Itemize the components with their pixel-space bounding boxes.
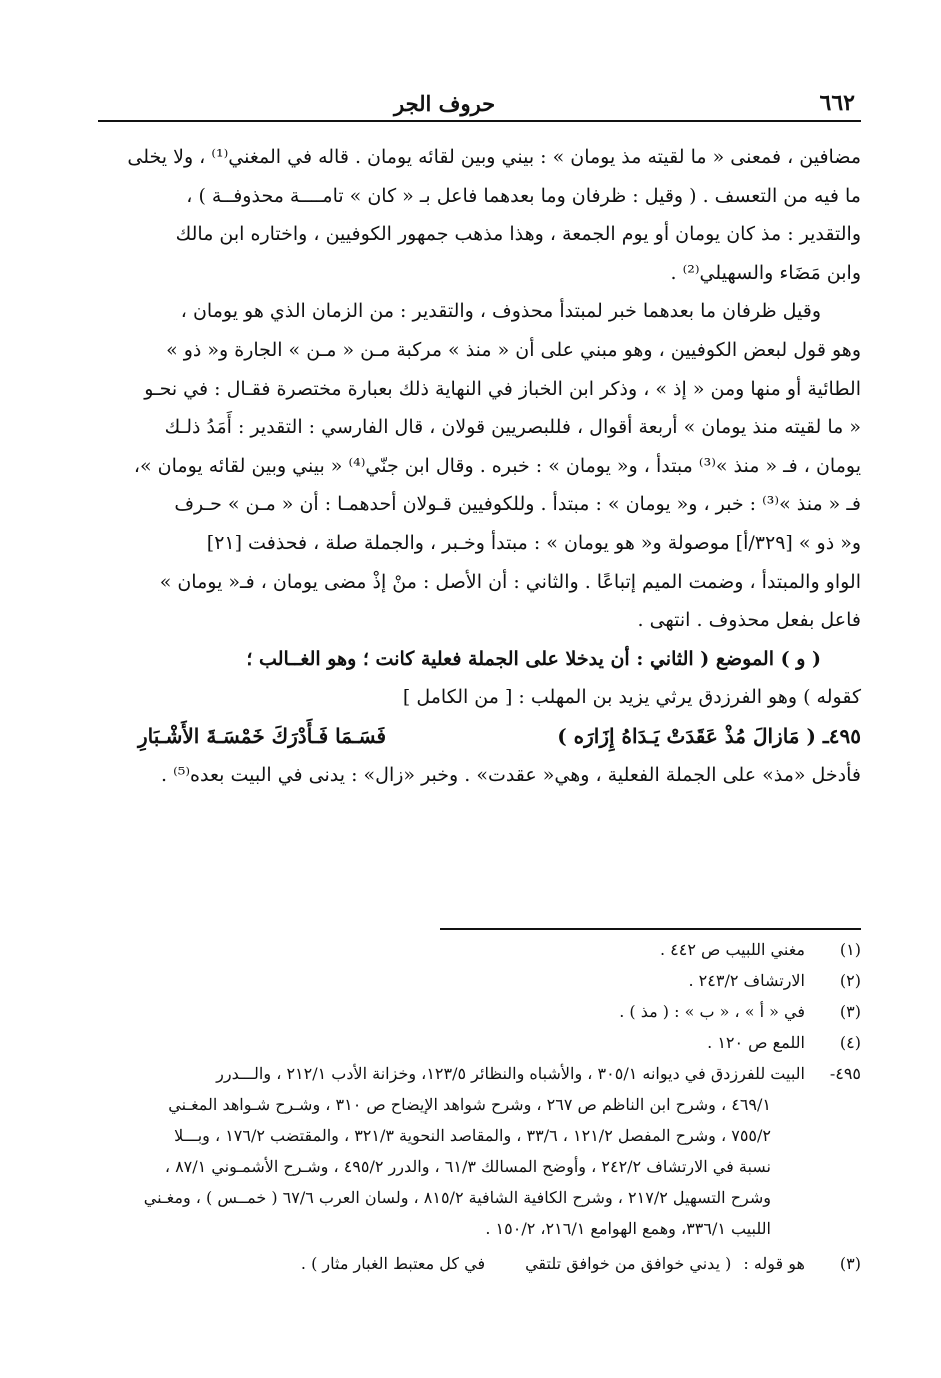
source-note-line: وشرح التسهيل ٢١٧/٢ ، وشرح الكافية الشافية ٨١٥/٢ ، ولسان العرب ٦٧/٦ ( خمــس ) ، ومغـني [143,1188,771,1207]
text-line: الطائية أو منها ومن « إذ » ، وذكر ابن الخباز في النهاية ذلك بعبارة مختصرة فقـال : في نحـو [144,377,861,400]
source-note-line: اللبيب ٣٣٦/١، وهمع الهوامع ٢١٦/١، ١٥٠/٢ . [485,1219,771,1238]
text-line: يومان ، فـ « منذ »⁽³⁾ مبتدأ ، و« يومان » : خبره . وقال ابن جنّي⁽⁴⁾ « بيني وبين لقائه يومان »، [133,454,861,477]
footnotes [98,934,861,1279]
footnote-number: (٤) [839,1033,861,1052]
text-line: « ما لقيته منذ يومان » أربعة أقوال ، فللبصريين قولان ، قال الفارسي : التقدير : أَمَدُ ذلـك [164,416,861,439]
source-note-line: نسبة في الارتشاف ٢٤٢/٢ ، وأوضح المسالك ٦١/٣ ، والدرر ٤٩٥/٢ ، وشـرح الأشمـوني ٨٧/١ ، [164,1157,771,1176]
footnote-text: مغني اللبيب ص ٤٤٢ . [660,940,805,959]
page-number: ٦٦٢ [819,90,855,116]
text-line: فأدخل «مذ» على الجملة الفعلية ، وهي« عقدت» . وخبر «زال» : يدنى في البيت بعده⁽⁵⁾ . [161,763,861,786]
footnote-text: الارتشاف ٢٤٣/٢ . [688,971,805,990]
footnote-verse-a: ( يدني خوافق من خوافق تلتقي [525,1254,732,1273]
page-header [98,88,861,122]
text-line: الواو والمبتدأ ، وضمت الميم إتباعًا . والثاني : أن الأصل : منْ إذْ مضى يومان ، فـ« يومان » [159,570,861,593]
source-note-text [144,1058,805,1244]
text-line: وابن مَضَاء والسهيلي⁽²⁾ . [670,261,861,284]
poem-verse [98,717,861,756]
text-line: كقوله ) وهو الفرزدق يرثي يزيد بن المهلب : [ من الكامل ] [402,686,861,709]
text-line: فاعل بفعل محذوف . انتهى . [637,609,861,632]
footnote-text: اللمع ص ١٢٠ . [707,1033,805,1052]
footnote-separator [440,928,861,930]
footnote-verse [98,1248,861,1279]
verse-hemistich-2: فَسَـمَا فَـأَدْرَكَ خَمْسَـةَ الأَشْـبَارِ [138,723,387,748]
footnote-verse-b: في كل معتبط الغبار مثار ) . [300,1254,486,1273]
footnote-number: (٢) [839,971,861,990]
text-line: ما فيه من التعسف . ( وقيل : ظرفان وما بعدهما فاعل بـ « كان » تامــــة محذوفــة ) ، [186,184,861,207]
source-note-number: ٤٩٥- [829,1064,861,1083]
text-line: وقيل ظرفان ما بعدهما خبر لمبتدأ محذوف ، والتقدير : من الزمان الذي هو يومان ، [180,300,821,323]
text-line: و« ذو » [٣٢٩/أ] موصولة و« هو يومان » : مبتدأ وخـبر ، والجملة صلة ، فحذفت [٢١] [206,531,861,554]
source-note-line: ٧٥٥/٢ ، وشرح المفصل ١٢١/٢ ، ٣٣/٦ ، والمقاصد النحوية ٣٢١/٣ ، والمقتضب ١٧٦/٢ ، وبـــلا [174,1126,771,1145]
text-line: والتقدير : مذ كان يومان أو يوم الجمعة ، وهذا مذهب جمهور الكوفيين ، واختاره ابن مالك [175,223,861,246]
text-line: فـ « منذ »⁽³⁾ : خبر ، و« يومان » : مبتدأ . وللكوفيين قـولان أحدهمـا : أن « مـن » حـرف [174,493,861,516]
text-line: وهو قول لبعض الكوفيين ، وهو مبني على أن « منذ » مركبة مـن « مـن » الجارة و« ذو » [166,338,861,361]
footnote-number: (٣) [839,1002,861,1021]
footnote [98,934,861,965]
footnote-number: (١) [839,940,861,959]
footnote-text: في « أ » ، « ب » : ( مذ ) . [619,1002,805,1021]
text-line: ( و ) الموضع ( الثاني : أن يدخلا على الجملة فعلية كانت ؛ وهو الغــالب ؛ [246,647,821,670]
main-text [98,138,861,794]
footnote [98,965,861,996]
footnote [98,1027,861,1058]
footnote-lead: هو قوله : [743,1254,805,1273]
footnote-number: (٣) [839,1254,861,1273]
running-title: حروف الجر [394,91,496,116]
text-line: مضافين ، فمعنى « ما لقيته مذ يومان » : بيني وبين لقائه يومان . قاله في المغني⁽¹⁾ ، ولا يخلى [127,146,861,168]
source-note-line: ٤٦٩/١ ، وشرح ابن الناظم ص ٢٦٧ ، وشرح شواهد الإيضاح ص ٣١٠ ، وشـرح شـواهد المغـني [168,1095,771,1114]
footnote [98,996,861,1027]
source-note [98,1058,861,1244]
verse-hemistich-1: ٤٩٥ـ ( مَازالَ مُذْ عَقَدَتْ يَـدَاهُ إِزَارَه ) [557,723,861,748]
source-note-line: البيت للفرزدق في ديوانه ٣٠٥/١ ، والأشباه والنظائر ١٢٣/٥، وخزانة الأدب ٢١٢/١ ، والـــدرر [216,1064,805,1083]
